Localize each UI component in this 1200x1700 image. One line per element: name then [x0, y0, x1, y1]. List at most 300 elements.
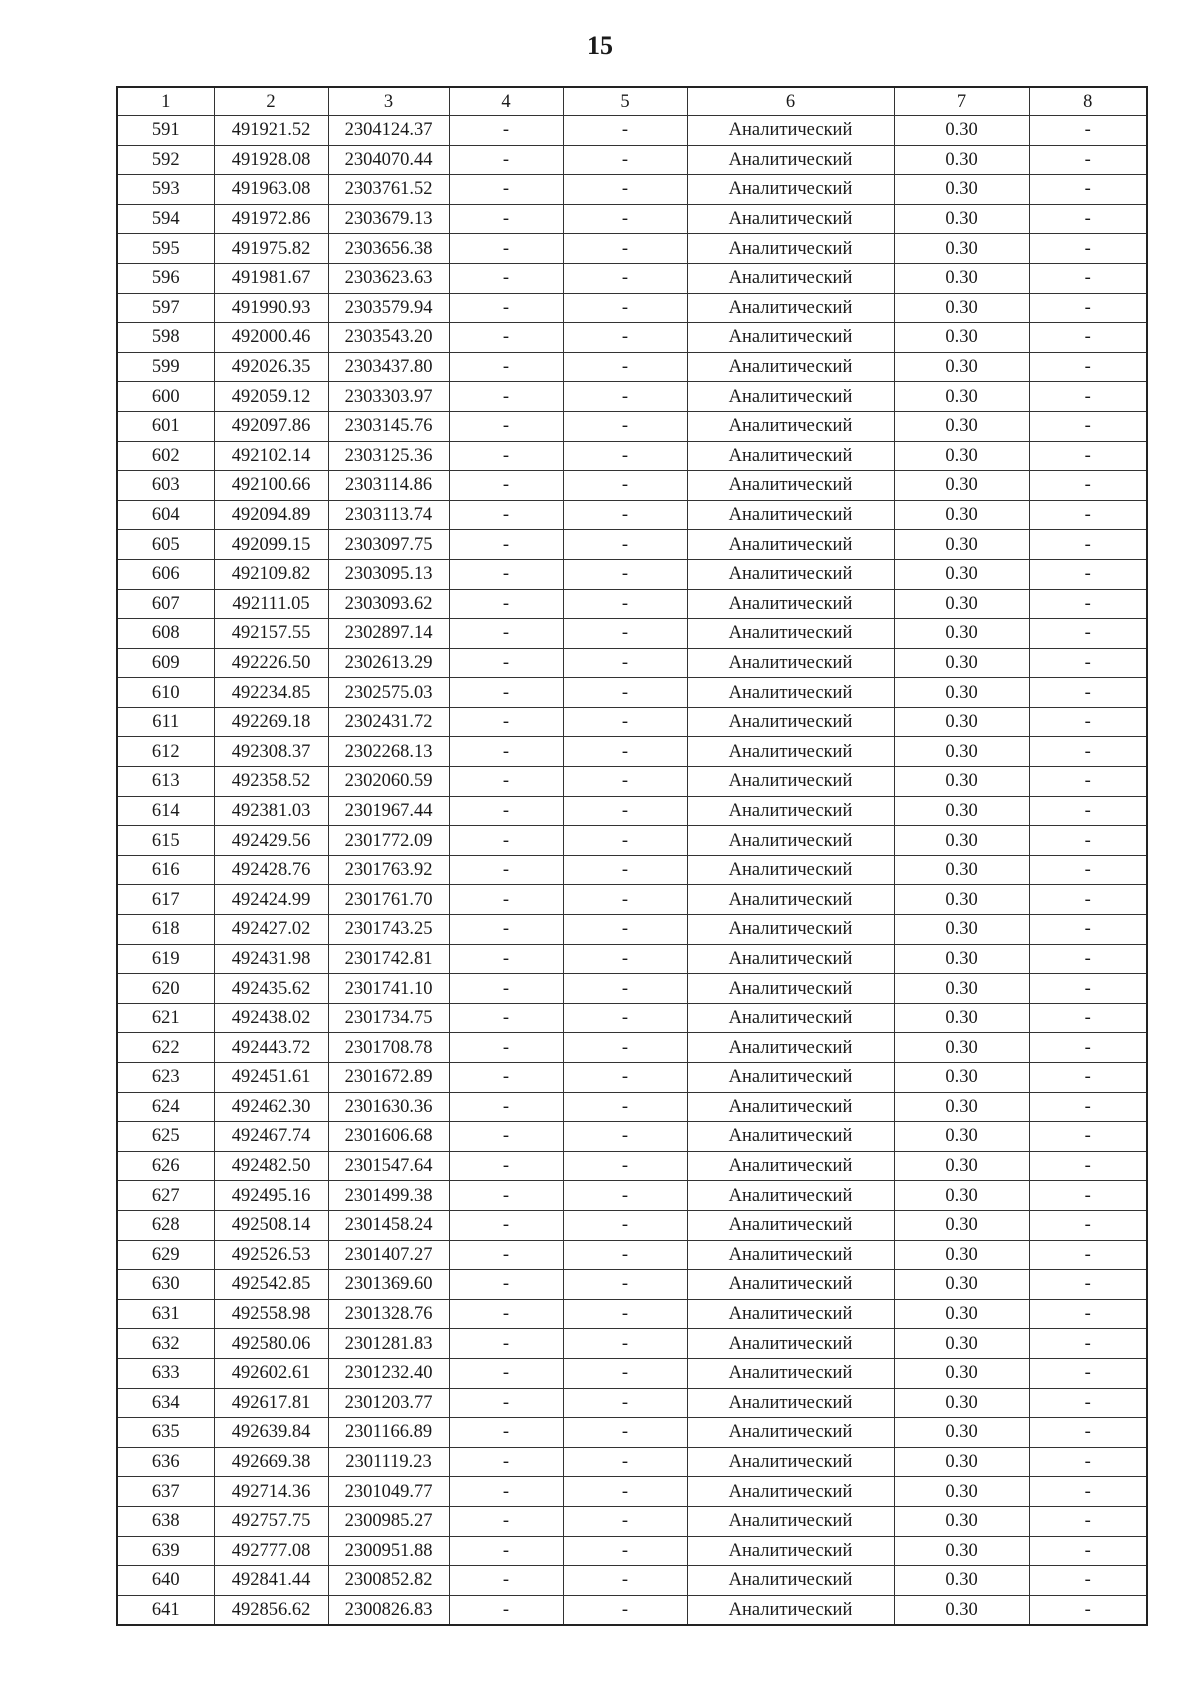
- table-cell-col-1: 625: [117, 1122, 214, 1152]
- table-row: [117, 767, 1147, 797]
- table-cell-col-3: 2301708.78: [328, 1033, 449, 1063]
- table-cell-col-7: 0.30: [894, 559, 1029, 589]
- table-row: [117, 530, 1147, 560]
- table-cell-col-5: -: [563, 411, 687, 441]
- table-cell-col-4: -: [449, 1477, 563, 1507]
- table-cell-col-5: -: [563, 530, 687, 560]
- table-cell-col-2: 492438.02: [214, 1003, 328, 1033]
- table-cell-col-7: 0.30: [894, 234, 1029, 264]
- table-row: [117, 382, 1147, 412]
- table-cell-col-4: -: [449, 678, 563, 708]
- table-cell-col-1: 632: [117, 1329, 214, 1359]
- table-cell-col-4: -: [449, 885, 563, 915]
- table-cell-col-4: -: [449, 1358, 563, 1388]
- table-cell-col-4: -: [449, 1566, 563, 1596]
- table-cell-col-7: 0.30: [894, 1447, 1029, 1477]
- table-cell-col-8: -: [1029, 234, 1147, 264]
- table-cell-col-1: 629: [117, 1240, 214, 1270]
- table-cell-col-8: -: [1029, 1003, 1147, 1033]
- table-row: [117, 619, 1147, 649]
- table-cell-col-2: 492099.15: [214, 530, 328, 560]
- table-cell-col-4: -: [449, 737, 563, 767]
- table-cell-col-7: 0.30: [894, 530, 1029, 560]
- table-cell-col-6: Аналитический: [687, 678, 894, 708]
- table-cell-col-1: 595: [117, 234, 214, 264]
- table-cell-col-6: Аналитический: [687, 116, 894, 146]
- table-cell-col-7: 0.30: [894, 826, 1029, 856]
- table-row: [117, 1358, 1147, 1388]
- table-cell-col-7: 0.30: [894, 471, 1029, 501]
- table-row: [117, 234, 1147, 264]
- table-cell-col-6: Аналитический: [687, 767, 894, 797]
- table-cell-col-6: Аналитический: [687, 441, 894, 471]
- table-cell-col-3: 2301763.92: [328, 855, 449, 885]
- table-cell-col-2: 492435.62: [214, 974, 328, 1004]
- table-cell-col-3: 2301407.27: [328, 1240, 449, 1270]
- table-cell-col-8: -: [1029, 352, 1147, 382]
- table-cell-col-4: -: [449, 1122, 563, 1152]
- table-cell-col-1: 638: [117, 1506, 214, 1536]
- table-row: [117, 944, 1147, 974]
- table-row: [117, 293, 1147, 323]
- table-cell-col-1: 622: [117, 1033, 214, 1063]
- table-cell-col-6: Аналитический: [687, 1063, 894, 1093]
- table-cell-col-7: 0.30: [894, 323, 1029, 353]
- table-cell-col-6: Аналитический: [687, 323, 894, 353]
- table-cell-col-7: 0.30: [894, 1358, 1029, 1388]
- column-header-7: 7: [894, 87, 1029, 116]
- table-cell-col-7: 0.30: [894, 1181, 1029, 1211]
- table-cell-col-8: -: [1029, 1536, 1147, 1566]
- table-cell-col-8: -: [1029, 145, 1147, 175]
- table-row: [117, 1566, 1147, 1596]
- table-cell-col-5: -: [563, 204, 687, 234]
- column-header-5: 5: [563, 87, 687, 116]
- table-cell-col-1: 618: [117, 915, 214, 945]
- header-row: [117, 87, 1147, 116]
- table-cell-col-5: -: [563, 1181, 687, 1211]
- table-cell-col-4: -: [449, 1063, 563, 1093]
- table-cell-col-2: 492714.36: [214, 1477, 328, 1507]
- table-cell-col-5: -: [563, 737, 687, 767]
- table-cell-col-7: 0.30: [894, 1506, 1029, 1536]
- table-cell-col-8: -: [1029, 1477, 1147, 1507]
- table-cell-col-1: 627: [117, 1181, 214, 1211]
- table-cell-col-3: 2301743.25: [328, 915, 449, 945]
- table-cell-col-3: 2302613.29: [328, 648, 449, 678]
- table-cell-col-7: 0.30: [894, 1122, 1029, 1152]
- table-cell-col-6: Аналитический: [687, 1270, 894, 1300]
- table-cell-col-8: -: [1029, 1299, 1147, 1329]
- table-cell-col-7: 0.30: [894, 737, 1029, 767]
- table-cell-col-7: 0.30: [894, 204, 1029, 234]
- table-cell-col-1: 599: [117, 352, 214, 382]
- table-cell-col-3: 2303093.62: [328, 589, 449, 619]
- table-cell-col-4: -: [449, 1092, 563, 1122]
- table-cell-col-8: -: [1029, 530, 1147, 560]
- table-cell-col-2: 492100.66: [214, 471, 328, 501]
- table-cell-col-8: -: [1029, 263, 1147, 293]
- table-cell-col-2: 492000.46: [214, 323, 328, 353]
- table-cell-col-6: Аналитический: [687, 737, 894, 767]
- table-cell-col-7: 0.30: [894, 796, 1029, 826]
- table-cell-col-2: 492542.85: [214, 1270, 328, 1300]
- table-cell-col-3: 2300826.83: [328, 1595, 449, 1625]
- table-cell-col-8: -: [1029, 559, 1147, 589]
- table-cell-col-2: 492431.98: [214, 944, 328, 974]
- table-cell-col-8: -: [1029, 1151, 1147, 1181]
- table-cell-col-8: -: [1029, 500, 1147, 530]
- table-cell-col-5: -: [563, 619, 687, 649]
- table-cell-col-3: 2301672.89: [328, 1063, 449, 1093]
- table-cell-col-5: -: [563, 1151, 687, 1181]
- table-cell-col-6: Аналитический: [687, 707, 894, 737]
- table-cell-col-5: -: [563, 1063, 687, 1093]
- table-cell-col-6: Аналитический: [687, 293, 894, 323]
- table-cell-col-7: 0.30: [894, 1003, 1029, 1033]
- table-cell-col-8: -: [1029, 589, 1147, 619]
- table-row: [117, 441, 1147, 471]
- table-cell-col-3: 2303097.75: [328, 530, 449, 560]
- table-cell-col-1: 616: [117, 855, 214, 885]
- table-cell-col-8: -: [1029, 885, 1147, 915]
- table-cell-col-5: -: [563, 1536, 687, 1566]
- table-cell-col-7: 0.30: [894, 855, 1029, 885]
- table-cell-col-3: 2302268.13: [328, 737, 449, 767]
- table-cell-col-4: -: [449, 293, 563, 323]
- table-cell-col-3: 2303113.74: [328, 500, 449, 530]
- table-cell-col-7: 0.30: [894, 1388, 1029, 1418]
- table-cell-col-8: -: [1029, 1210, 1147, 1240]
- table-row: [117, 175, 1147, 205]
- table-row: [117, 1506, 1147, 1536]
- table-cell-col-8: -: [1029, 293, 1147, 323]
- table-row: [117, 826, 1147, 856]
- table-cell-col-6: Аналитический: [687, 145, 894, 175]
- table-cell-col-8: -: [1029, 116, 1147, 146]
- table-cell-col-5: -: [563, 382, 687, 412]
- table-cell-col-5: -: [563, 796, 687, 826]
- table-row: [117, 1477, 1147, 1507]
- table-cell-col-5: -: [563, 915, 687, 945]
- table-cell-col-2: 492157.55: [214, 619, 328, 649]
- table-cell-col-2: 492358.52: [214, 767, 328, 797]
- table-cell-col-6: Аналитический: [687, 915, 894, 945]
- table-cell-col-7: 0.30: [894, 116, 1029, 146]
- table-cell-col-6: Аналитический: [687, 1418, 894, 1448]
- table-cell-col-4: -: [449, 352, 563, 382]
- table-cell-col-1: 591: [117, 116, 214, 146]
- table-cell-col-2: 492026.35: [214, 352, 328, 382]
- table-cell-col-5: -: [563, 855, 687, 885]
- table-cell-col-3: 2300985.27: [328, 1506, 449, 1536]
- table-cell-col-8: -: [1029, 441, 1147, 471]
- table-cell-col-6: Аналитический: [687, 175, 894, 205]
- table-cell-col-3: 2304070.44: [328, 145, 449, 175]
- table-cell-col-7: 0.30: [894, 1151, 1029, 1181]
- table-row: [117, 204, 1147, 234]
- table-cell-col-5: -: [563, 944, 687, 974]
- table-cell-col-7: 0.30: [894, 352, 1029, 382]
- table-cell-col-3: 2301741.10: [328, 974, 449, 1004]
- table-cell-col-8: -: [1029, 1033, 1147, 1063]
- table-cell-col-2: 491928.08: [214, 145, 328, 175]
- table-cell-col-4: -: [449, 530, 563, 560]
- table-row: [117, 678, 1147, 708]
- table-cell-col-2: 492381.03: [214, 796, 328, 826]
- table-cell-col-4: -: [449, 1151, 563, 1181]
- table-cell-col-2: 492777.08: [214, 1536, 328, 1566]
- table-cell-col-4: -: [449, 619, 563, 649]
- table-cell-col-1: 609: [117, 648, 214, 678]
- table-cell-col-4: -: [449, 1210, 563, 1240]
- table-cell-col-8: -: [1029, 678, 1147, 708]
- table-cell-col-3: 2302897.14: [328, 619, 449, 649]
- table-cell-col-5: -: [563, 1033, 687, 1063]
- table-cell-col-1: 604: [117, 500, 214, 530]
- table-cell-col-8: -: [1029, 1270, 1147, 1300]
- table-cell-col-6: Аналитический: [687, 382, 894, 412]
- table-cell-col-5: -: [563, 352, 687, 382]
- table-cell-col-6: Аналитический: [687, 1151, 894, 1181]
- table-cell-col-2: 491975.82: [214, 234, 328, 264]
- table-cell-col-5: -: [563, 441, 687, 471]
- table-row: [117, 1299, 1147, 1329]
- table-cell-col-6: Аналитический: [687, 1506, 894, 1536]
- table-cell-col-5: -: [563, 1595, 687, 1625]
- table-cell-col-6: Аналитический: [687, 1595, 894, 1625]
- table-cell-col-3: 2302431.72: [328, 707, 449, 737]
- table-cell-col-1: 598: [117, 323, 214, 353]
- table-cell-col-1: 615: [117, 826, 214, 856]
- table-cell-col-6: Аналитический: [687, 1003, 894, 1033]
- table-cell-col-4: -: [449, 1033, 563, 1063]
- table-cell-col-4: -: [449, 411, 563, 441]
- table-cell-col-5: -: [563, 1240, 687, 1270]
- table-cell-col-2: 491981.67: [214, 263, 328, 293]
- table-cell-col-8: -: [1029, 944, 1147, 974]
- table-cell-col-6: Аналитический: [687, 559, 894, 589]
- table-cell-col-5: -: [563, 648, 687, 678]
- table-cell-col-4: -: [449, 559, 563, 589]
- page-number: 15: [587, 31, 613, 60]
- table-cell-col-7: 0.30: [894, 500, 1029, 530]
- table-row: [117, 1329, 1147, 1359]
- table-cell-col-8: -: [1029, 1358, 1147, 1388]
- table-cell-col-8: -: [1029, 737, 1147, 767]
- table-cell-col-3: 2303679.13: [328, 204, 449, 234]
- table-cell-col-6: Аналитический: [687, 826, 894, 856]
- table-cell-col-3: 2301119.23: [328, 1447, 449, 1477]
- table-cell-col-7: 0.30: [894, 589, 1029, 619]
- table-cell-col-2: 492234.85: [214, 678, 328, 708]
- column-header-8: 8: [1029, 87, 1147, 116]
- table-cell-col-4: -: [449, 1181, 563, 1211]
- table-cell-col-1: 612: [117, 737, 214, 767]
- table-cell-col-1: 639: [117, 1536, 214, 1566]
- table-cell-col-4: -: [449, 1595, 563, 1625]
- table-cell-col-3: 2303761.52: [328, 175, 449, 205]
- table-row: [117, 707, 1147, 737]
- table-cell-col-5: -: [563, 1210, 687, 1240]
- table-cell-col-3: 2300852.82: [328, 1566, 449, 1596]
- table-row: [117, 559, 1147, 589]
- column-header-4: 4: [449, 87, 563, 116]
- table-cell-col-6: Аналитический: [687, 1240, 894, 1270]
- table-cell-col-4: -: [449, 204, 563, 234]
- table-cell-col-7: 0.30: [894, 1063, 1029, 1093]
- table-cell-col-1: 600: [117, 382, 214, 412]
- table-cell-col-2: 492424.99: [214, 885, 328, 915]
- table-cell-col-1: 602: [117, 441, 214, 471]
- table-cell-col-7: 0.30: [894, 1092, 1029, 1122]
- table-cell-col-3: 2300951.88: [328, 1536, 449, 1566]
- table-row: [117, 1418, 1147, 1448]
- table-cell-col-4: -: [449, 1270, 563, 1300]
- table-cell-col-2: 492495.16: [214, 1181, 328, 1211]
- table-cell-col-5: -: [563, 116, 687, 146]
- table-body: [117, 116, 1147, 1626]
- table-cell-col-8: -: [1029, 648, 1147, 678]
- table-cell-col-5: -: [563, 707, 687, 737]
- table-cell-col-3: 2301499.38: [328, 1181, 449, 1211]
- table-cell-col-7: 0.30: [894, 1418, 1029, 1448]
- table-cell-col-8: -: [1029, 796, 1147, 826]
- table-cell-col-7: 0.30: [894, 1595, 1029, 1625]
- table-cell-col-1: 607: [117, 589, 214, 619]
- table-cell-col-5: -: [563, 1506, 687, 1536]
- table-row: [117, 589, 1147, 619]
- table-cell-col-4: -: [449, 116, 563, 146]
- table-row: [117, 500, 1147, 530]
- table-cell-col-2: 492428.76: [214, 855, 328, 885]
- table-cell-col-5: -: [563, 767, 687, 797]
- table-cell-col-3: 2303114.86: [328, 471, 449, 501]
- table-cell-col-3: 2301281.83: [328, 1329, 449, 1359]
- table-cell-col-1: 633: [117, 1358, 214, 1388]
- table-cell-col-7: 0.30: [894, 441, 1029, 471]
- table-cell-col-6: Аналитический: [687, 1122, 894, 1152]
- table-cell-col-7: 0.30: [894, 411, 1029, 441]
- table-cell-col-8: -: [1029, 707, 1147, 737]
- table-cell-col-2: 492226.50: [214, 648, 328, 678]
- column-header-3: 3: [328, 87, 449, 116]
- table-cell-col-2: 492580.06: [214, 1329, 328, 1359]
- table-cell-col-2: 492508.14: [214, 1210, 328, 1240]
- table-cell-col-8: -: [1029, 855, 1147, 885]
- table-cell-col-2: 492669.38: [214, 1447, 328, 1477]
- table-cell-col-8: -: [1029, 619, 1147, 649]
- table-row: [117, 323, 1147, 353]
- table-cell-col-3: 2301166.89: [328, 1418, 449, 1448]
- table-cell-col-6: Аналитический: [687, 500, 894, 530]
- table-cell-col-4: -: [449, 323, 563, 353]
- table-cell-col-8: -: [1029, 471, 1147, 501]
- table-cell-col-2: 492097.86: [214, 411, 328, 441]
- table-cell-col-3: 2303656.38: [328, 234, 449, 264]
- table-row: [117, 116, 1147, 146]
- table-cell-col-3: 2301630.36: [328, 1092, 449, 1122]
- table-cell-col-4: -: [449, 1447, 563, 1477]
- table-header: [117, 87, 1147, 116]
- table-cell-col-1: 628: [117, 1210, 214, 1240]
- table-cell-col-1: 608: [117, 619, 214, 649]
- table-cell-col-2: 492427.02: [214, 915, 328, 945]
- table-cell-col-2: 492482.50: [214, 1151, 328, 1181]
- table-cell-col-1: 637: [117, 1477, 214, 1507]
- table-cell-col-2: 492467.74: [214, 1122, 328, 1152]
- table-cell-col-2: 492639.84: [214, 1418, 328, 1448]
- table-cell-col-2: 492757.75: [214, 1506, 328, 1536]
- table-row: [117, 1240, 1147, 1270]
- table-row: [117, 1388, 1147, 1418]
- table-cell-col-1: 597: [117, 293, 214, 323]
- table-cell-col-6: Аналитический: [687, 1210, 894, 1240]
- table-cell-col-6: Аналитический: [687, 352, 894, 382]
- table-cell-col-5: -: [563, 1388, 687, 1418]
- table-cell-col-6: Аналитический: [687, 411, 894, 441]
- table-cell-col-2: 492526.53: [214, 1240, 328, 1270]
- table-cell-col-3: 2303579.94: [328, 293, 449, 323]
- table-cell-col-3: 2301772.09: [328, 826, 449, 856]
- table-cell-col-6: Аналитический: [687, 530, 894, 560]
- table-cell-col-3: 2301742.81: [328, 944, 449, 974]
- table-cell-col-1: 603: [117, 471, 214, 501]
- table-cell-col-8: -: [1029, 382, 1147, 412]
- table-cell-col-7: 0.30: [894, 1566, 1029, 1596]
- table-cell-col-1: 626: [117, 1151, 214, 1181]
- table-cell-col-5: -: [563, 1003, 687, 1033]
- table-cell-col-6: Аналитический: [687, 263, 894, 293]
- table-cell-col-7: 0.30: [894, 1270, 1029, 1300]
- table-cell-col-1: 596: [117, 263, 214, 293]
- table-cell-col-3: 2301369.60: [328, 1270, 449, 1300]
- table-cell-col-6: Аналитический: [687, 1033, 894, 1063]
- table-cell-col-1: 619: [117, 944, 214, 974]
- table-cell-col-8: -: [1029, 767, 1147, 797]
- table-cell-col-4: -: [449, 263, 563, 293]
- table-cell-col-3: 2303145.76: [328, 411, 449, 441]
- table-row: [117, 1122, 1147, 1152]
- table-cell-col-5: -: [563, 974, 687, 1004]
- table-cell-col-2: 492102.14: [214, 441, 328, 471]
- table-cell-col-5: -: [563, 559, 687, 589]
- table-cell-col-4: -: [449, 944, 563, 974]
- table-cell-col-6: Аналитический: [687, 1447, 894, 1477]
- table-cell-col-2: 492059.12: [214, 382, 328, 412]
- table-cell-col-8: -: [1029, 1181, 1147, 1211]
- table-cell-col-6: Аналитический: [687, 974, 894, 1004]
- table-cell-col-5: -: [563, 1122, 687, 1152]
- table-cell-col-5: -: [563, 1566, 687, 1596]
- table-cell-col-7: 0.30: [894, 1477, 1029, 1507]
- table-cell-col-5: -: [563, 589, 687, 619]
- table-cell-col-3: 2301049.77: [328, 1477, 449, 1507]
- column-header-1: 1: [117, 87, 214, 116]
- table-cell-col-4: -: [449, 589, 563, 619]
- table-cell-col-4: -: [449, 471, 563, 501]
- table-cell-col-4: -: [449, 382, 563, 412]
- table-cell-col-7: 0.30: [894, 1329, 1029, 1359]
- table-cell-col-3: 2303303.97: [328, 382, 449, 412]
- table-cell-col-2: 491990.93: [214, 293, 328, 323]
- table-cell-col-4: -: [449, 1299, 563, 1329]
- table-cell-col-5: -: [563, 1329, 687, 1359]
- table-cell-col-8: -: [1029, 1595, 1147, 1625]
- table-cell-col-4: -: [449, 175, 563, 205]
- table-cell-col-6: Аналитический: [687, 1566, 894, 1596]
- table-row: [117, 648, 1147, 678]
